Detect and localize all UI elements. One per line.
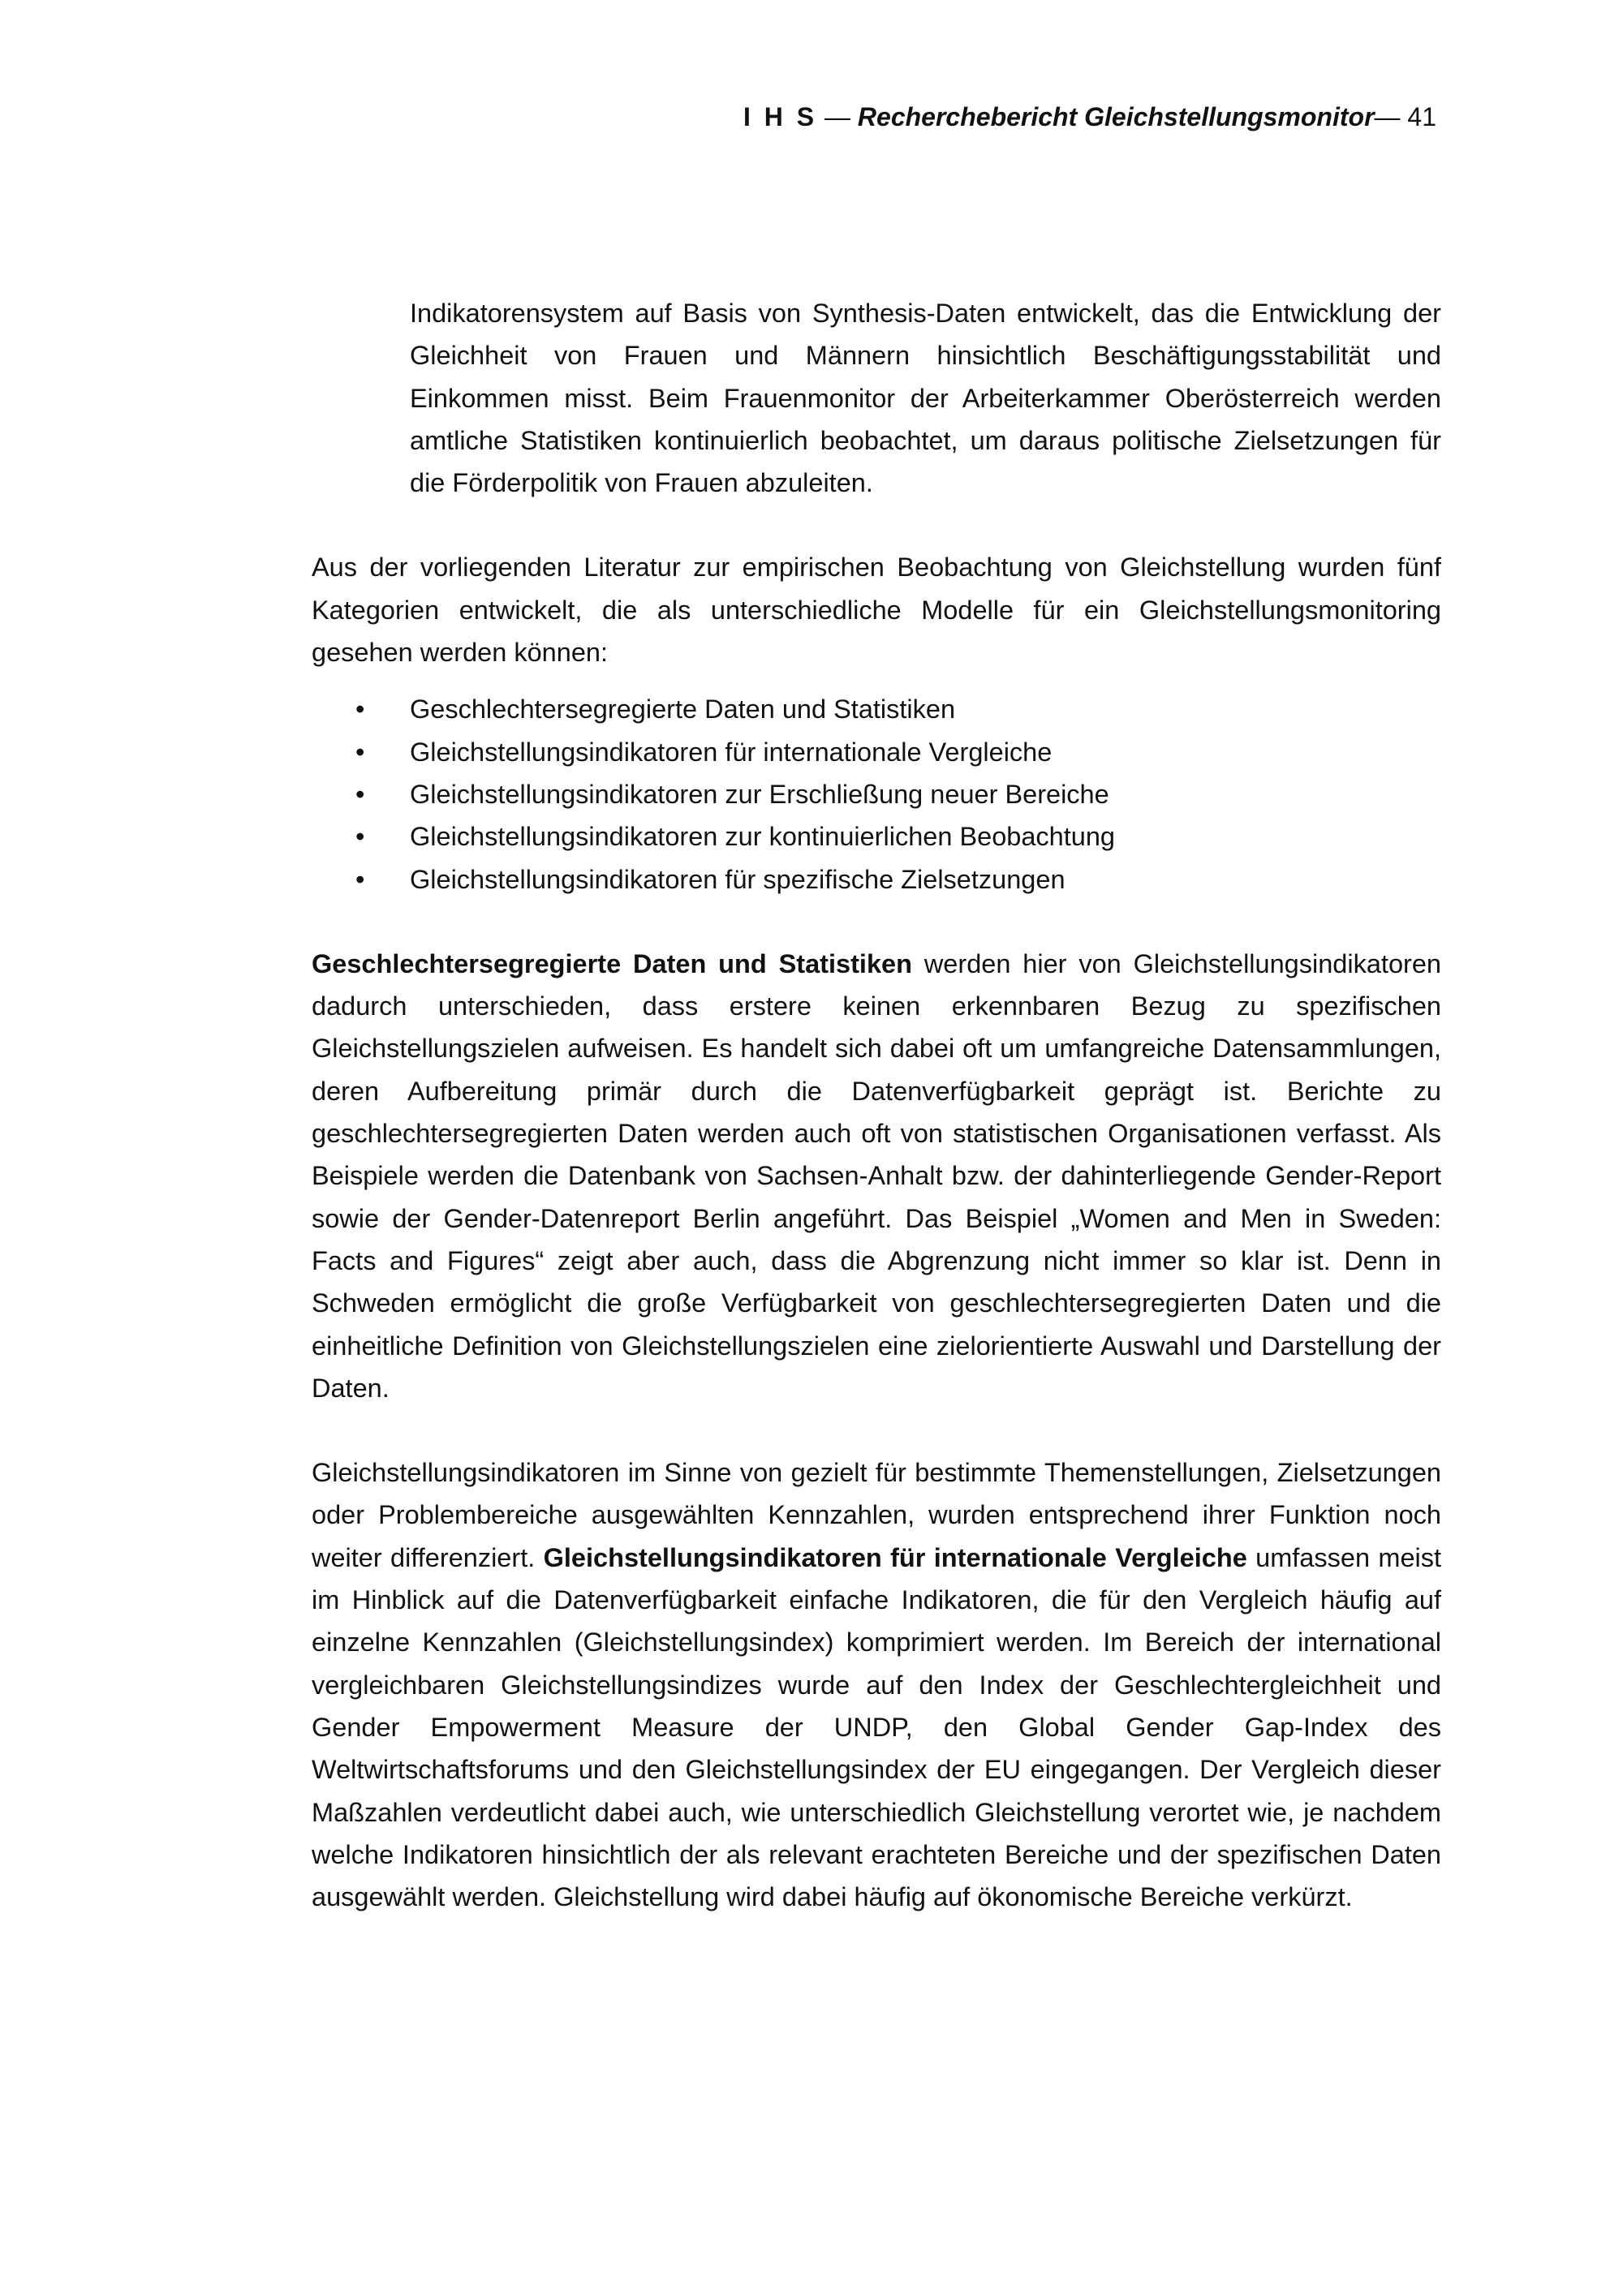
bullet-icon: • bbox=[355, 822, 365, 852]
categories-intro-paragraph: Aus der vorliegenden Literatur zur empirischen Beobachtung von Gleichstellung wurden fünf Kategorien entwickelt, die als unterschiedliche Modelle für ein Gleichstellungsmonitoring gesehen werden können: bbox=[312, 553, 1441, 668]
section-segregated-data-lead: Geschlechtersegregierte Daten und Statistiken bbox=[312, 948, 912, 978]
bullet-icon: • bbox=[355, 779, 365, 809]
main-content bbox=[312, 292, 1441, 1918]
list-item: • Geschlechtersegregierte Daten und Statistiken bbox=[312, 688, 1441, 730]
section-international-indicators-paragraph: Gleichstellungsindikatoren im Sinne von gezielt für bestimmte Themenstellungen, Zielsetzungen oder Problembereiche ausgewählten Kennzahlen, wurden entsprechend ihrer Funktion noch weiter differenziert. Gleichstellungsindikatoren für internationale Vergleiche umfassen meist im Hinblick auf die Datenverfügbarkeit einfache Indikatoren, die für den Vergleich häufig auf einzelne Kennzahlen (Gleichstellungsindex) komprimiert werden. Im Bereich der international vergleichbaren Gleichstellungsindizes wurde auf den Index der Geschlechtergleichheit und Gender Empowerment Measure der UNDP, den Global Gender Gap-Index des Weltwirtschaftsforums und den Gleichstellungsindex der EU eingegangen. Der Vergleich dieser Maßzahlen verdeutlicht dabei auch, wie unterschiedlich Gleichstellung verortet wie, je nachdem welche Indikatoren hinsichtlich der als relevant erachteten Bereiche und der spezifischen Daten ausgewählt werden. Gleichstellung wird dabei häufig auf ökonomische Bereiche verkürzt. bbox=[312, 1458, 1442, 1912]
header-title: Recherchebericht Gleichstellungsmonitor bbox=[857, 102, 1375, 131]
category-list bbox=[312, 688, 1441, 900]
bullet-icon: • bbox=[355, 737, 365, 767]
section-international-indicators-term: Gleichstellungsindikatoren für internationale Vergleiche bbox=[543, 1542, 1247, 1572]
list-item: • Gleichstellungsindikatoren für internationale Vergleiche bbox=[312, 731, 1441, 773]
header-dash: — bbox=[817, 102, 858, 131]
list-item: • Gleichstellungsindikatoren zur kontinuierlichen Beobachtung bbox=[312, 815, 1441, 858]
running-header bbox=[743, 101, 1436, 133]
header-page-number: — 41 bbox=[1374, 102, 1436, 131]
list-item: • Gleichstellungsindikatoren zur Erschließung neuer Bereiche bbox=[312, 773, 1441, 815]
bullet-icon: • bbox=[355, 864, 365, 894]
bullet-icon: • bbox=[355, 694, 365, 724]
header-institute: I H S bbox=[743, 102, 818, 131]
intro-paragraph: Indikatorensystem auf Basis von Synthesis-Daten entwickelt, das die Entwicklung der Gleichheit von Frauen und Männern hinsichtlich Beschäftigungsstabilität und Einkommen misst. Beim Frauenmonitor der Arbeiterkammer Oberösterreich werden amtliche Statistiken kontinuierlich beobachtet, um daraus politische Zielsetzungen für die Förderpolitik von Frauen abzuleiten. bbox=[410, 299, 1441, 498]
list-item: • Gleichstellungsindikatoren für spezifische Zielsetzungen bbox=[312, 858, 1441, 901]
section-segregated-data-paragraph: Geschlechtersegregierte Daten und Statistiken werden hier von Gleichstellungsindikatoren dadurch unterschieden, dass erstere keinen erkennbaren Bezug zu spezifischen Gleichstellungszielen aufweisen. Es handelt sich dabei oft um umfangreiche Datensammlungen, deren Aufbereitung primär durch die Datenverfügbarkeit geprägt ist. Berichte zu geschlechtersegregierten Daten werden auch oft von statistischen Organisationen verfasst. Als Beispiele werden die Datenbank von Sachsen-Anhalt bzw. der dahinterliegende Gender-Report sowie der Gender-Datenreport Berlin angeführt. Das Beispiel „Women and Men in Sweden: Facts and Figures“ zeigt aber auch, dass die Abgrenzung nicht immer so klar ist. Denn in Schweden ermöglicht die große Verfügbarkeit von geschlechtersegregierten Daten und die einheitliche Definition von Gleichstellungszielen eine zielorientierte Auswahl und Darstellung der Daten. bbox=[312, 948, 1441, 1403]
